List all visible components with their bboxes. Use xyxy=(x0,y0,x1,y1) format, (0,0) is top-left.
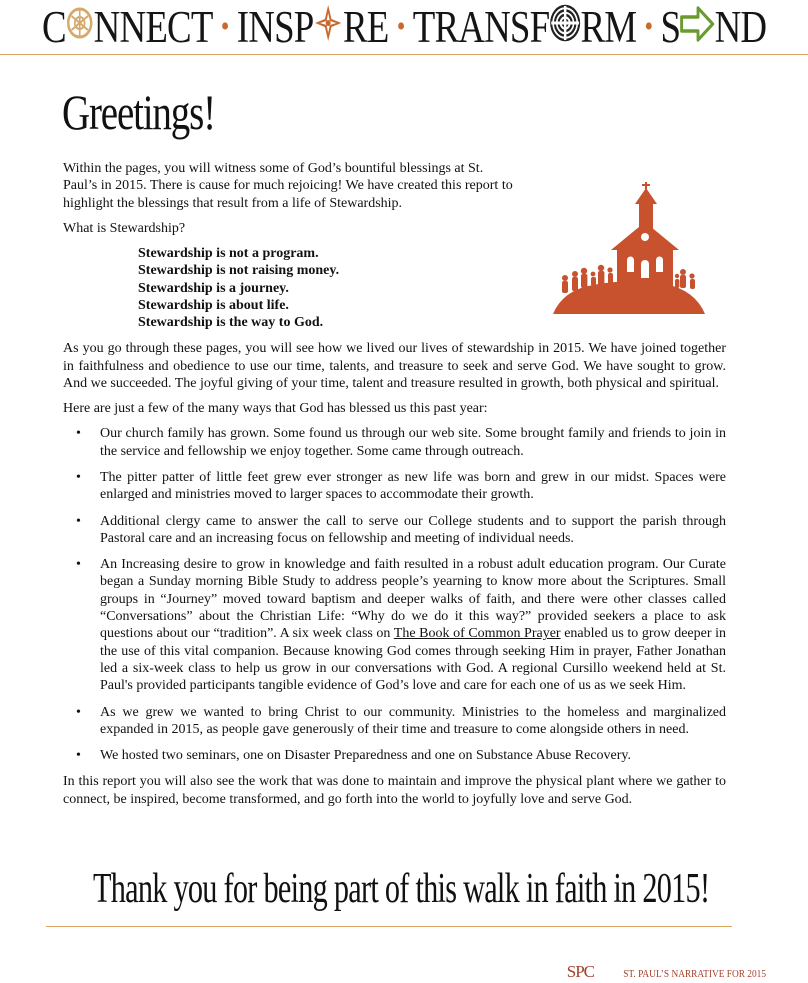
blessings-list xyxy=(63,425,726,764)
list-item-text: Our church family has grown. Some found us through our web site. Some brought family and friends to join in the service and fellowship we enjoy together. Some came through outreach. xyxy=(100,426,726,459)
labyrinth-icon xyxy=(549,3,580,51)
list-item-text: We hosted two seminars, one on Disaster Preparedness and one on Substance Abuse Recovery. xyxy=(100,748,632,764)
banner-separator: • xyxy=(644,10,653,43)
intro-paragraph: Within the pages, you will witness some of God’s bountiful blessings at St. Paul’s in 2015. There is cause for much rejoicing! We have created this report to highlight the blessings that result from a life of Stewardship. xyxy=(63,161,513,211)
stewardship-line: Stewardship is about life. xyxy=(138,297,289,313)
list-item-text-end: enabled us to grow deeper in the use of this vital companion. Because knowing God comes through seeking Him in prayer, Father Jonathan led a six-week class to help us grow in our conversations with God. A regional Cursillo weekend held at St. Paul's provided participants tangible evidence of God’s love and care for each one of us as we seek Him. xyxy=(100,626,727,694)
bottom-divider xyxy=(46,926,732,927)
stewardship-question: What is Stewardship? xyxy=(63,220,186,236)
list-item xyxy=(63,747,726,764)
letter-body xyxy=(63,160,726,816)
banner-inspire-pre: INSP xyxy=(236,2,314,52)
list-item xyxy=(63,469,726,504)
page-title: Greetings! xyxy=(62,84,215,140)
bullet-icon: • xyxy=(76,557,81,573)
banner-inspire-post: RE xyxy=(343,2,389,52)
book-title: The Book of Common Prayer xyxy=(393,626,561,642)
intro-section xyxy=(63,160,513,237)
banner-send-pre: S xyxy=(660,2,681,52)
list-item-text: The pitter patter of little feet grew ever stronger as new life was born and grew in our midst. Spaces were enlarged and ministries moved to larger spaces to accommodate their growth. xyxy=(100,469,726,503)
list-item-text-start: An Increasing desire to grow in knowledge and faith resulted in a robust adult education program. Our Curate began a Sunday morning Bible Study to address people’s yearning to know more about the Scriptures. Small groups in “Journey” moved toward baptism and deeper walks of faith, and there were other classes called “Conversations” about the Christian Life: “Why do we do it this way?” provided seekers a place to ask questions about our “tradition”. A six week class on xyxy=(100,557,726,642)
banner-separator: • xyxy=(396,10,405,43)
header-banner xyxy=(0,0,808,56)
thank-you-heading: Thank you for being part of this walk in faith in 2015! xyxy=(93,866,710,912)
arrow-icon xyxy=(680,3,714,51)
knot-icon xyxy=(66,3,94,51)
blessings-intro: Here are just a few of the many ways that God has blessed us this past year: xyxy=(63,401,488,417)
stewardship-paragraph: As you go through these pages, you will see how we lived our lives of stewardship in 2015. We have joined together in faithfulness and obedience to use our time, talents, and treasure to seek and serve God. We have sought to grow. And we succeeded. The joyful giving of your time, talent and treasure resulted in growth, both physical and spiritual. xyxy=(63,341,726,391)
banner-transform-pre: TRANSF xyxy=(412,2,550,52)
stewardship-statements xyxy=(138,245,726,331)
stewardship-line: Stewardship is a journey. xyxy=(138,280,289,296)
list-item xyxy=(63,513,726,548)
list-item xyxy=(63,556,726,694)
bullet-icon: • xyxy=(76,426,81,442)
closing-paragraph: In this report you will also see the work that was done to maintain and improve the physical plant where we gather to connect, be inspired, become transformed, and go forth into the world to joyfully love and serve God. xyxy=(63,774,726,807)
banner-divider xyxy=(0,54,808,55)
stewardship-line: Stewardship is the way to God. xyxy=(138,315,324,330)
bullet-icon: • xyxy=(76,748,81,764)
banner-motto xyxy=(42,3,766,51)
banner-separator: • xyxy=(220,10,229,43)
list-item-text: Additional clergy came to answer the call to serve our College students and to support the parish through Pastoral care and an increasing focus on fellowship and meeting of individual needs. xyxy=(100,513,726,546)
bullet-icon: • xyxy=(76,513,81,529)
banner-connect-pre: C xyxy=(42,2,66,52)
page-footer xyxy=(567,962,766,982)
compass-star-icon xyxy=(313,3,343,52)
list-item xyxy=(63,425,726,460)
banner-send-post: ND xyxy=(714,2,767,52)
footer-title: ST. PAUL’S NARRATIVE FOR 2015 xyxy=(623,968,766,980)
stewardship-line: Stewardship is not raising money. xyxy=(138,263,340,279)
list-item-text: As we grew we wanted to bring Christ to our community. Ministries to the homeless and marginalized expanded in 2015, as people gave generously of their time and treasure to come alongside others in need. xyxy=(100,704,726,737)
spc-logo: SPC xyxy=(566,962,594,981)
stewardship-line: Stewardship is not a program. xyxy=(138,246,319,262)
bullet-icon: • xyxy=(76,704,81,720)
list-item xyxy=(63,704,726,739)
banner-connect-post: NNECT xyxy=(93,2,213,52)
banner-transform-post: RM xyxy=(580,2,637,52)
bullet-icon: • xyxy=(76,469,81,485)
